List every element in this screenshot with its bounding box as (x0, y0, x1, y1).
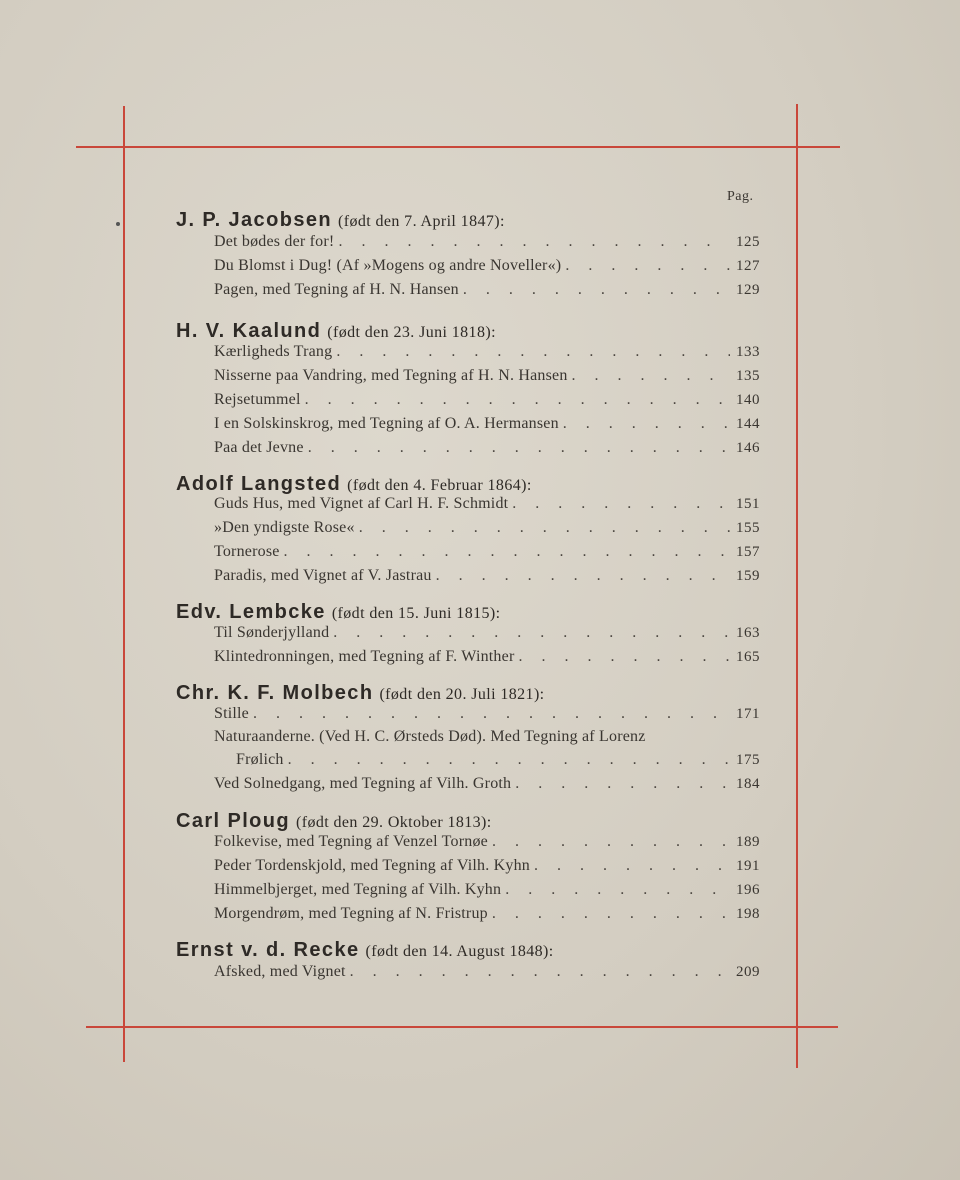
entry-page: 196 (736, 882, 760, 898)
author-heading (176, 473, 532, 496)
author-life-dates: (født den 23. Juni 1818): (327, 324, 496, 341)
toc-entry (214, 963, 760, 985)
author-heading (176, 682, 545, 705)
toc-entry (214, 233, 760, 255)
dot-leader (488, 905, 730, 923)
toc-entry (214, 881, 760, 903)
dot-leader (249, 705, 730, 723)
entry-page: 135 (736, 368, 760, 384)
entry-page: 133 (736, 344, 760, 360)
entry-title: Kærligheds Trang (214, 343, 333, 360)
entry-page: 125 (736, 234, 760, 250)
entry-title: Rejsetummel (214, 391, 301, 408)
toc-entry (214, 624, 760, 646)
entry-title: Peder Tordenskjold, med Tegning af Vilh. Kyhn (214, 857, 530, 874)
entry-page: 140 (736, 392, 760, 408)
dot-leader (511, 775, 730, 793)
entry-title: Ved Solnedgang, med Tegning af Vilh. Groth (214, 775, 512, 792)
entry-title: Guds Hus, med Vignet af Carl H. F. Schmidt (214, 495, 509, 512)
author-heading (176, 939, 554, 962)
dot-leader (280, 543, 730, 561)
author-life-dates: (født den 15. Juni 1815): (331, 605, 501, 622)
dot-leader (459, 281, 730, 299)
dot-leader (561, 257, 730, 275)
entry-page: 171 (736, 706, 760, 722)
entry-title: Himmelbjerget, med Tegning af Vilh. Kyhn (214, 881, 502, 898)
toc-entry (214, 857, 760, 879)
author-life-dates: (født den 4. Februar 1864): (347, 477, 532, 494)
toc-entry (214, 391, 760, 413)
entry-title: Morgendrøm, med Tegning af N. Fristrup (214, 905, 488, 922)
author-life-dates: (født den 20. Juli 1821): (379, 686, 545, 703)
entry-page: 198 (736, 906, 760, 922)
author-name: J. P. Jacobsen (176, 209, 332, 231)
toc-entry (214, 495, 760, 517)
entry-title: »Den yndigste Rose« (214, 519, 355, 536)
dot-leader (329, 624, 730, 642)
author-life-dates: (født den 7. April 1847): (337, 213, 505, 230)
author-heading (176, 601, 500, 624)
toc-entry (214, 833, 760, 855)
dot-leader (284, 751, 730, 769)
entry-title: Til Sønderjylland (214, 624, 330, 641)
dot-leader (488, 833, 730, 851)
entry-title: Afsked, med Vignet (214, 963, 346, 980)
entry-page: 163 (736, 625, 760, 641)
toc-entry (214, 281, 760, 303)
entry-page: 209 (736, 964, 760, 980)
entry-page: 184 (736, 776, 760, 792)
author-heading (176, 209, 505, 232)
toc-entry (214, 415, 760, 437)
toc-entry (214, 705, 760, 727)
dot-leader (530, 857, 730, 875)
dot-leader (432, 567, 730, 585)
author-life-dates: (født den 29. Oktober 1813): (296, 814, 492, 831)
dot-leader (301, 391, 730, 409)
author-name: Chr. K. F. Molbech (176, 682, 374, 704)
dot-leader (508, 495, 730, 513)
toc-entry (214, 543, 760, 565)
entry-page: 189 (736, 834, 760, 850)
page-column-label: Pag. (727, 189, 754, 204)
entry-page: 159 (736, 568, 760, 584)
toc-entry (214, 567, 760, 589)
entry-title: Pagen, med Tegning af H. N. Hansen (214, 281, 459, 298)
entry-title: Paa det Jevne (214, 439, 304, 456)
dot-leader (334, 233, 730, 251)
dot-leader (514, 648, 730, 666)
entry-title: Naturaanderne. (Ved H. C. Ørsteds Død). Med Tegning af Lorenz (214, 728, 646, 745)
entry-title: Folkevise, med Tegning af Venzel Tornøe (214, 833, 488, 850)
entry-title: I en Solskinskrog, med Tegning af O. A. Hermansen (214, 415, 559, 432)
toc-entry (214, 257, 760, 279)
entry-page: 191 (736, 858, 760, 874)
author-name: Ernst v. d. Recke (176, 939, 360, 961)
entry-title: Nisserne paa Vandring, med Tegning af H. N. Hansen (214, 367, 568, 384)
dot-leader (304, 439, 730, 457)
entry-title: Paradis, med Vignet af V. Jastrau (214, 567, 432, 584)
toc-entry (214, 648, 760, 670)
author-name: H. V. Kaalund (176, 320, 322, 342)
toc-entry (236, 751, 760, 773)
entry-page: 165 (736, 649, 760, 665)
entry-page: 146 (736, 440, 760, 456)
author-heading (176, 810, 492, 833)
author-name: Adolf Langsted (176, 473, 342, 495)
entry-page: 151 (736, 496, 760, 512)
dot-leader (559, 415, 730, 433)
entry-page: 157 (736, 544, 760, 560)
entry-title-continuation: Frølich (236, 751, 284, 768)
entry-page: 129 (736, 282, 760, 298)
toc-entry (214, 439, 760, 461)
dot-leader (501, 881, 730, 899)
author-life-dates: (født den 14. August 1848): (365, 943, 554, 960)
entry-title: Klintedronningen, med Tegning af F. Winther (214, 648, 515, 665)
author-heading (176, 320, 496, 343)
entry-title: Stille (214, 705, 249, 722)
entry-title: Du Blomst i Dug! (Af »Mogens og andre Noveller«) (214, 257, 562, 274)
entry-page: 175 (736, 752, 760, 768)
dot-leader (568, 367, 730, 385)
dot-leader (332, 343, 730, 361)
author-name: Edv. Lembcke (176, 601, 326, 623)
author-name: Carl Ploug (176, 810, 291, 832)
toc-entry (214, 775, 760, 797)
toc-entry (214, 519, 760, 541)
toc-entry (214, 905, 760, 927)
entry-title: Tornerose (214, 543, 280, 560)
dot-leader (355, 519, 730, 537)
toc-entry (214, 343, 760, 365)
toc-entry (214, 367, 760, 389)
entry-page: 144 (736, 416, 760, 432)
entry-page: 127 (736, 258, 760, 274)
entry-title: Det bødes der for! (214, 233, 335, 250)
dot-leader (346, 963, 730, 981)
entry-page: 155 (736, 520, 760, 536)
